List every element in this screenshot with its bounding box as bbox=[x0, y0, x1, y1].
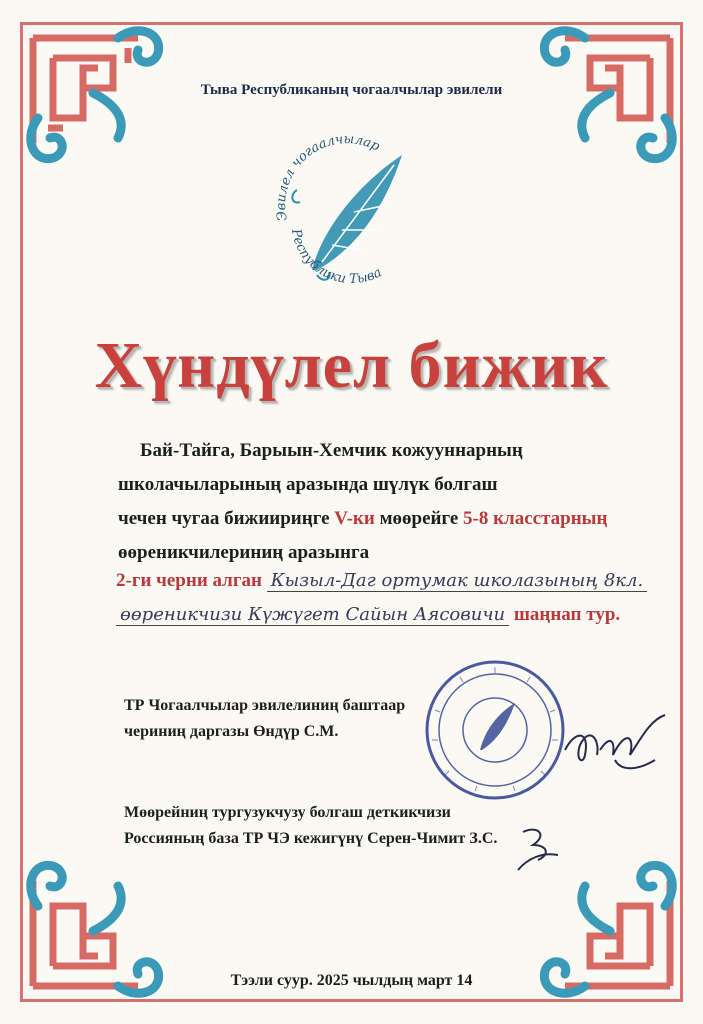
body-line-3-c: мөөрейге bbox=[374, 508, 464, 529]
union-emblem-logo bbox=[262, 130, 432, 295]
award-line-1 bbox=[116, 570, 676, 592]
award-place: 2-ги черни алган bbox=[116, 570, 262, 591]
handwritten-student-name: өөреникчизи Күжүгет Сайын Аясовичи bbox=[116, 604, 509, 626]
award-closing: шаңнап тур. bbox=[513, 604, 621, 625]
corner-ornament-top-left bbox=[18, 18, 183, 183]
signatory-2-line-2: Россияның база ТР ЧЭ кежигүнү Серен-Чимит З.С. bbox=[124, 830, 498, 847]
union-name: Тыва Республиканың чогаалчылар эвилели bbox=[200, 82, 503, 98]
official-stamp bbox=[420, 655, 570, 805]
certificate-title: Хүндүлел бижик bbox=[94, 329, 609, 402]
emblem-top-text: Эвилел чогаалчылар bbox=[274, 132, 383, 222]
signatory-2 bbox=[124, 800, 497, 852]
signatory-1-line-1: ТР Чогаалчылар эвилелиниң баштаар bbox=[124, 697, 406, 714]
handwritten-school: Кызыл-Даг ортумак школазының 8кл. bbox=[267, 570, 648, 592]
body-line-4: өөреникчилериниң аразынга bbox=[118, 542, 370, 563]
organizer-signature bbox=[508, 820, 568, 880]
body-line-1: Бай-Тайга, Барыын-Хемчик кожууннарның bbox=[140, 440, 523, 461]
body-line-3-a: чечен чугаа бижиириңге bbox=[118, 508, 335, 529]
corner-ornament-top-right bbox=[520, 18, 685, 183]
body-line-3 bbox=[118, 502, 648, 536]
signatory-1 bbox=[124, 693, 405, 745]
emblem-bottom-text: Республики Тыва bbox=[287, 227, 385, 288]
award-line-2 bbox=[116, 604, 676, 626]
class-range: 5-8 класстарның bbox=[463, 508, 608, 529]
contest-number: V-ки bbox=[334, 508, 375, 529]
signatory-2-line-1: Мөөрейниң тургузукчузу болгаш деткикчизи bbox=[124, 804, 451, 821]
chairman-signature bbox=[555, 700, 675, 790]
issue-date: Тээли суур. 2025 чылдың март 14 bbox=[230, 972, 473, 989]
signatory-1-line-2: чериниң даргазы Өндүр С.М. bbox=[124, 723, 339, 740]
body-line-2: школачыларының аразында шүлүк болгаш bbox=[118, 474, 498, 495]
